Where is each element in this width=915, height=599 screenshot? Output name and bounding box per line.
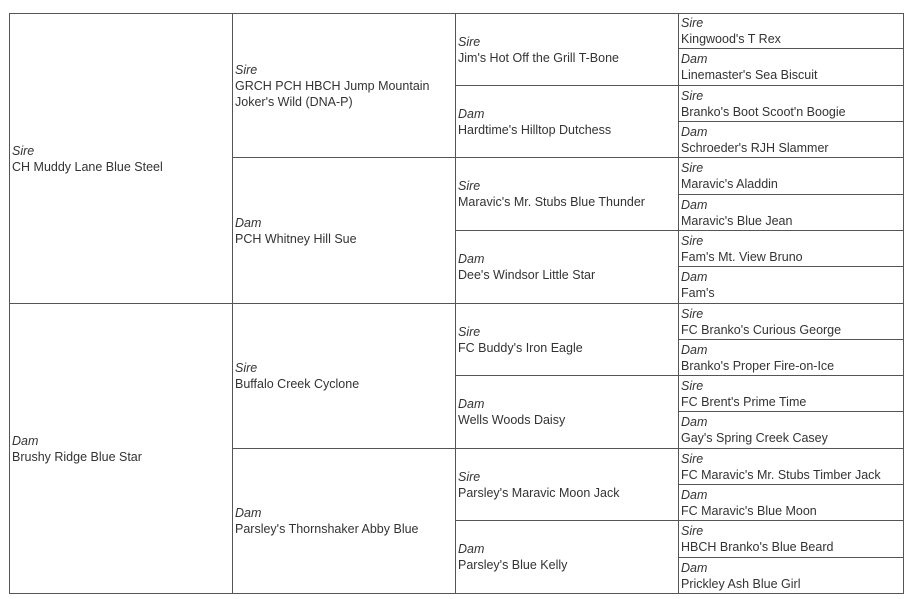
role-label: Dam — [681, 560, 708, 575]
role-label: Dam — [681, 270, 708, 284]
role-label: Sire — [681, 378, 704, 393]
dog-name: Dee's Windsor Little Star — [458, 268, 596, 282]
dog-name: Fam's Mt. View Bruno — [681, 249, 803, 264]
gen2-dam-cell — [232, 157, 456, 304]
gen4-dam-cell — [678, 194, 904, 231]
gen4-sire-cell — [678, 448, 904, 485]
role-label: Dam — [681, 342, 708, 357]
role-label: Sire — [12, 143, 35, 158]
pedigree-table — [9, 13, 904, 594]
role-label: Sire — [681, 306, 704, 321]
gen4-sire-cell — [678, 230, 904, 267]
gen4-dam-cell — [678, 557, 904, 594]
gen3-sire-cell — [455, 303, 679, 376]
role-label: Dam — [458, 106, 485, 121]
dog-name: Parsley's Maravic Moon Jack — [458, 485, 620, 500]
gen3-dam-cell — [455, 375, 679, 449]
dog-name: Branko's Proper Fire-on-Ice — [681, 358, 835, 373]
dog-name: Jim's Hot Off the Grill T-Bone — [458, 50, 620, 65]
role-label: Dam — [681, 124, 708, 139]
dog-name: Hardtime's Hilltop Dutchess — [458, 122, 612, 137]
gen3-sire-cell — [455, 157, 679, 231]
dog-name: GRCH PCH HBCH Jump Mountain Joker's Wild (DNA-P) — [235, 78, 430, 109]
gen1-sire-cell — [9, 13, 233, 304]
role-label: Dam — [12, 433, 39, 448]
role-label: Sire — [681, 233, 704, 248]
dog-name: Brushy Ridge Blue Star — [12, 449, 142, 464]
gen4-sire-cell — [678, 375, 904, 412]
gen3-dam-cell — [455, 230, 679, 304]
role-label: Dam — [458, 397, 485, 411]
gen4-sire-cell — [678, 85, 904, 122]
gen4-dam-cell — [678, 484, 904, 521]
gen4-sire-cell — [678, 303, 904, 340]
role-label: Sire — [681, 88, 704, 103]
dog-name: FC Buddy's Iron Eagle — [458, 340, 583, 355]
gen4-dam-cell — [678, 266, 904, 304]
gen4-sire-cell — [678, 157, 904, 195]
role-label: Sire — [235, 62, 258, 77]
dog-name: Branko's Boot Scoot'n Boogie — [681, 104, 846, 119]
gen4-dam-cell — [678, 48, 904, 86]
gen4-sire-cell — [678, 13, 904, 49]
dog-name: Maravic's Aladdin — [681, 177, 778, 191]
dog-name: FC Branko's Curious George — [681, 322, 842, 337]
dog-name: Schroeder's RJH Slammer — [681, 140, 829, 155]
gen4-sire-cell — [678, 520, 904, 558]
gen4-dam-cell — [678, 411, 904, 449]
role-label: Sire — [681, 16, 704, 30]
gen3-dam-cell — [455, 520, 679, 594]
role-label: Sire — [458, 34, 481, 49]
role-label: Dam — [235, 215, 262, 230]
gen1-dam-cell — [9, 303, 233, 594]
role-label: Sire — [681, 524, 704, 538]
dog-name: Kingwood's T Rex — [681, 32, 781, 46]
dog-name: Wells Woods Daisy — [458, 413, 566, 427]
dog-name: Gay's Spring Creek Casey — [681, 431, 828, 445]
gen3-dam-cell — [455, 85, 679, 158]
dog-name: Maravic's Mr. Stubs Blue Thunder — [458, 195, 645, 209]
role-label: Dam — [458, 252, 485, 266]
dog-name: CH Muddy Lane Blue Steel — [12, 159, 163, 174]
role-label: Sire — [458, 469, 481, 484]
dog-name: HBCH Branko's Blue Beard — [681, 540, 834, 554]
dog-name: FC Maravic's Mr. Stubs Timber Jack — [681, 467, 881, 482]
gen3-sire-cell — [455, 13, 679, 86]
dog-name: Maravic's Blue Jean — [681, 213, 793, 228]
dog-name: Prickley Ash Blue Girl — [681, 576, 801, 591]
role-label: Dam — [681, 52, 708, 66]
gen2-dam-cell — [232, 448, 456, 594]
dog-name: Parsley's Blue Kelly — [458, 558, 568, 572]
dog-name: FC Maravic's Blue Moon — [681, 503, 817, 518]
gen4-dam-cell — [678, 339, 904, 376]
gen2-sire-cell — [232, 303, 456, 449]
dog-name: FC Brent's Prime Time — [681, 394, 807, 409]
role-label: Dam — [681, 415, 708, 429]
role-label: Dam — [681, 487, 708, 502]
role-label: Dam — [458, 542, 485, 556]
gen4-dam-cell — [678, 121, 904, 158]
role-label: Sire — [235, 361, 258, 375]
dog-name: Linemaster's Sea Biscuit — [681, 68, 818, 82]
role-label: Sire — [681, 161, 704, 175]
dog-name: PCH Whitney Hill Sue — [235, 231, 357, 246]
gen3-sire-cell — [455, 448, 679, 521]
role-label: Sire — [458, 179, 481, 193]
dog-name: Fam's — [681, 286, 715, 300]
role-label: Sire — [458, 324, 481, 339]
role-label: Dam — [235, 506, 262, 520]
role-label: Sire — [681, 451, 704, 466]
role-label: Dam — [681, 197, 708, 212]
dog-name: Buffalo Creek Cyclone — [235, 377, 360, 391]
gen2-sire-cell — [232, 13, 456, 158]
dog-name: Parsley's Thornshaker Abby Blue — [235, 522, 419, 536]
